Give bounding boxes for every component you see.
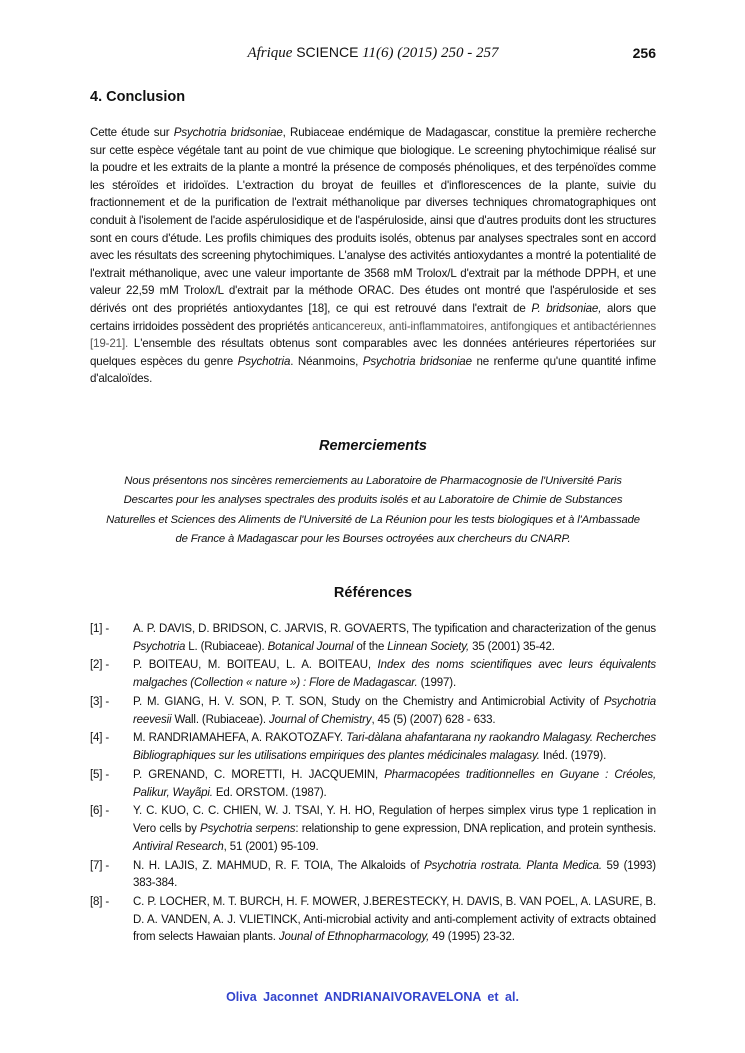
acknowledgements-title: Remerciements [319,438,427,454]
journal-name-italic: Afrique [247,45,293,61]
reference-text: N. H. LAJIS, Z. MAHMUD, R. F. TOIA, The Alkaloids of Psychotria rostrata. Planta Medica. 59 (1993) 383-384. [133,859,656,890]
footer-author: Oliva Jaconnet ANDRIANAIVORAVELONA et al. [226,990,519,1004]
text-run: L'ensemble des résultats obtenus sont comparables avec les données antérieures répertoriées sur quelques espèces du genre [90,337,656,368]
reference-number: [1] - [90,623,110,635]
reference-item [90,767,656,802]
reference-text: P. GRENAND, C. MORETTI, H. JACQUEMIN, Pharmacopées traditionnelles en Guyane : Créoles, Palikur, Wayãpi. Ed. ORSTOM. (1987). [133,768,656,799]
references-list [90,621,656,948]
reference-item [90,803,656,856]
species-name: Psychotria bridsoniae [362,354,472,368]
reference-number: [6] - [90,805,110,818]
page-number: 256 [632,45,656,61]
reference-text: M. RANDRIAMAHEFA, A. RAKOTOZAFY. Tari-dàlana ahafantarana ny raokandro Malagasy. Recherches Bibliographiques sur les utilisations empiriques des plantes médicinales malagasy. Inéd. (1979). [133,732,656,763]
acknowledgements-text: Nous présentons nos sincères remerciements au Laboratoire de Pharmacognosie de l'Université Paris Descartes pour les analyses spectrales des produits isolés et au Laboratoire de Chimie de Substances Naturelles et Sciences des Aliments de l'Université de La Réunion pour les tests biologiques et à l'Ambassade de France à Madagascar pour les Bourses octroyées aux chercheurs du CNARP. [106,475,640,546]
reference-number: [2] - [90,659,110,672]
reference-text: C. P. LOCHER, M. T. BURCH, H. F. MOWER, J.BERESTECKY, H. DAVIS, B. VAN POEL, A. LASURE, B. D. A. VANDEN, A. J. VLIETINCK, Anti-microbial activity and anti-complement activity of extracts obtained from selects Hawaian plants. Jounal of Ethnopharmacology, 49 (1995) 23-32. [133,895,656,944]
reference-text: Y. C. KUO, C. C. CHIEN, W. J. TSAI, Y. H. HO, Regulation of herpes simplex virus type 1 replication in Vero cells by Psychotria serpens: relationship to gene expression, DNA replication, and protein synthesis. Antiviral Research, 51 (2001) 95-109. [133,805,656,853]
species-name: Psychotria bridsoniae [173,126,283,139]
conclusion-title: 4. Conclusion [90,89,186,105]
reference-item [90,730,656,765]
reference-text: P. M. GIANG, H. V. SON, P. T. SON, Study on the Chemistry and Antimicrobial Activity of Psychotria reevesii Wall. (Rubiaceae). Journal of Chemistry, 45 (5) (2007) 628 - 633. [133,695,656,726]
text-run: ne renferme qu'une quantité infime d'alcaloïdes. [90,354,656,386]
reference-text: A. P. DAVIS, D. BRIDSON, C. JARVIS, R. GOVAERTS, The typification and characterization of the genus Psychotria L. (Rubiaceae). Botanical Journal of the Linnean Society, 35 (2001) 35-42. [133,623,656,653]
reference-number: [8] - [90,895,110,908]
journal-volume: 11(6) (2015) 250 - 257 [362,45,499,61]
references-title: Références [333,585,413,601]
text-run: . Néanmoins, [290,354,363,368]
text-run: , Rubiaceae endémique de Madagascar, constitue la première recherche sur cette espèce végétale tant au point de vue chimique que biologique. Le screening phytochimique réalisé sur la poudre et les extraits de la plante a montré la présence de composés phénoliques, et des terpénoïdes comme les stéroïdes et iridoïdes. L'extraction du broyat de feuilles et d'inflorescences de la plante, suivie du fractionnement et de la purification de l'extrait méthanolique par diverses techniques chromatographiques ont conduit à l'isolement de l'acide aspérulosidique et de l'aspéruloside, ainsi que d'autres produits dont les structures sont en cours d'étude. Les profils chimiques des produits isolés, obtenus par analyses spectrales sont en accord avec les résultats des screening phytochimiques. L'analyse des activités antioxydantes a montré la potentialité de l'extrait méthanolique, avec une valeur importante de 3568 mM Trolox/L d'extrait par la méthode DPPH, et une valeur 22,59 mM Trolox/L d'extrait par la méthode ORAC. Des études ont montré que l'aspéruloside et ses dérivés ont des propriétés antioxydantes [18], ce qui est retrouvé dans l'extrait de [90,126,656,315]
journal-name-science: SCIENCE [296,44,359,60]
reference-number: [5] - [90,768,110,781]
genus-name: Psychotria [237,354,291,368]
reference-text: P. BOITEAU, M. BOITEAU, L. A. BOITEAU, Index des noms scientifiques avec leurs équivalents malgaches (Collection « nature ») : Flore de Madagascar. (1997). [133,659,656,690]
text-run: Cette étude sur [90,126,174,139]
journal-citation [90,44,656,62]
species-name: P. bridsoniae, [531,301,602,315]
conclusion-paragraph [90,124,656,388]
text-run: alors que certains irridoides possèdent des propriétés [90,301,656,333]
reference-item [90,894,656,947]
reference-number: [3] - [90,695,110,708]
reference-item [90,694,656,729]
reference-number: [4] - [90,732,110,745]
reference-number: [7] - [90,859,110,872]
reference-item [90,657,656,692]
reference-item [90,858,656,893]
page-header [90,44,656,66]
reference-item [90,621,656,656]
properties-text: anticancereux, anti-inflammatoires, antifongiques et antibactériennes [19-21]. [90,319,656,351]
